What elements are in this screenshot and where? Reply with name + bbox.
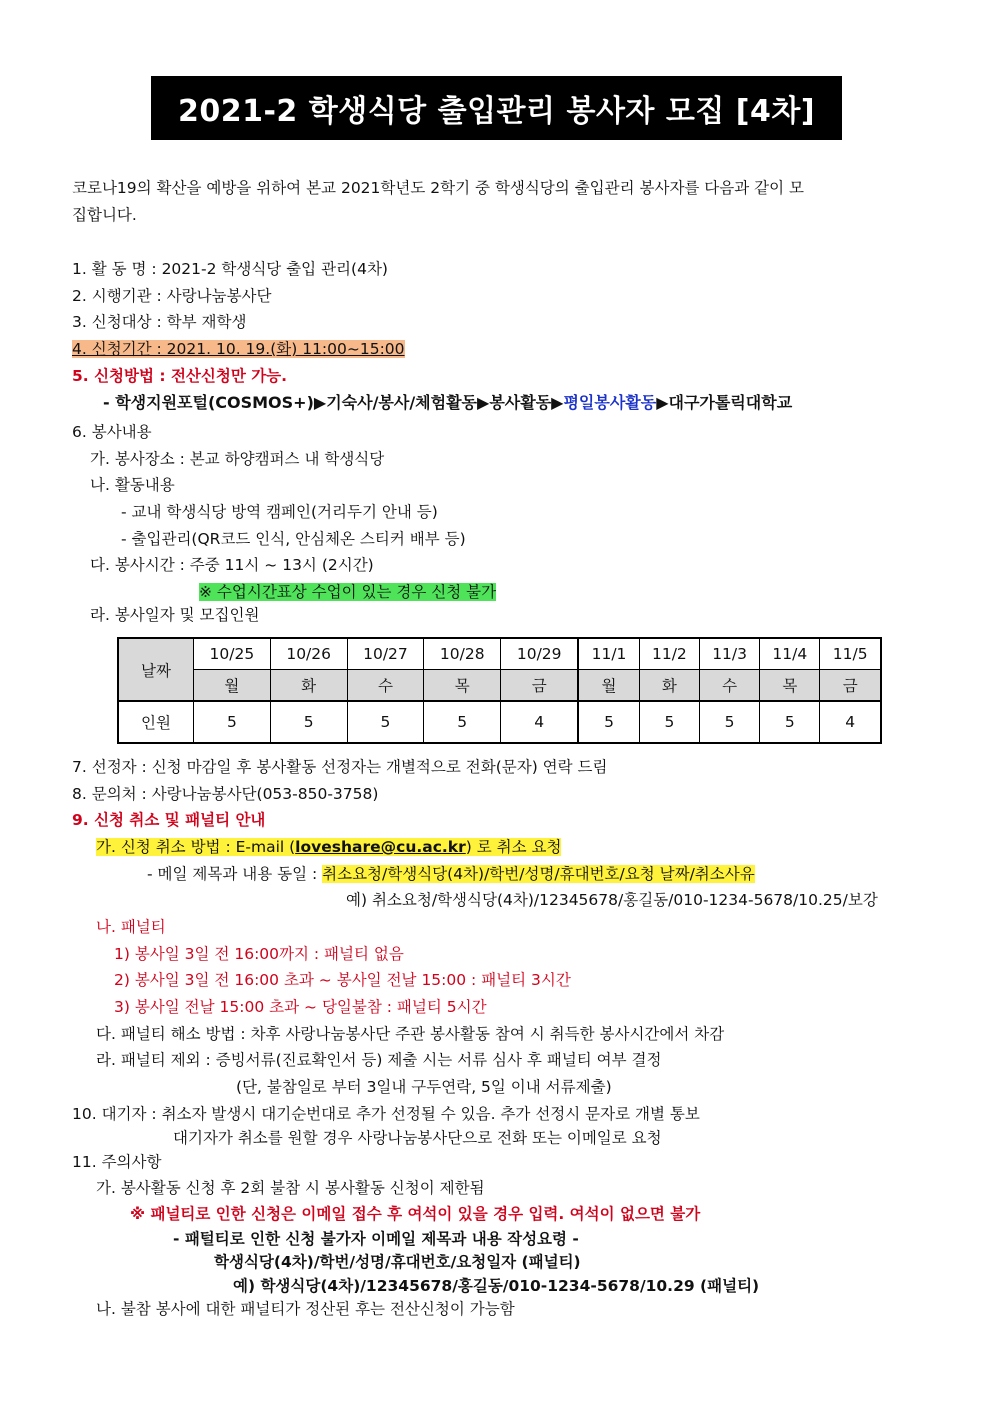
item-contact: 8. 문의처 : 사랑나눔봉사단(053-850-3758) <box>72 785 379 803</box>
item-act-2: - 출입관리(QR코드 인식, 안심체온 스티커 배부 등) <box>121 530 466 548</box>
schedule-day: 수 <box>347 670 424 702</box>
note-format-title: - 패털티로 인한 신청 불가자 이메일 제목과 내용 작성요령 - <box>173 1230 579 1248</box>
schedule-count: 5 <box>347 701 424 743</box>
penalty-except: 라. 패널티 제외 : 증빙서류(진료확인서 등) 제출 시는 서류 심사 후 패널티 여부 결정 <box>96 1051 662 1069</box>
schedule-day: 월 <box>578 670 639 702</box>
schedule-day: 화 <box>270 670 347 702</box>
schedule-table <box>117 637 882 744</box>
penalty-title: 나. 패널티 <box>96 918 166 936</box>
mail-subject-row <box>147 864 755 884</box>
item-target: 3. 신청대상 : 학부 재학생 <box>72 313 247 331</box>
schedule-date: 11/2 <box>639 638 699 670</box>
penalty-2: 2) 봉사일 3일 전 16:00 초과 ~ 봉사일 전날 15:00 : 패널티 3시간 <box>114 971 571 989</box>
schedule-count: 5 <box>578 701 639 743</box>
schedule-day: 목 <box>760 670 820 702</box>
schedule-count: 5 <box>424 701 501 743</box>
schedule-date: 11/5 <box>820 638 881 670</box>
schedule-count: 5 <box>194 701 271 743</box>
cancel-method-prefix: 가. 신청 취소 방법 : E-mail ( <box>96 838 296 856</box>
item-time-note-row <box>199 582 496 602</box>
path-arrow: ▶ <box>551 393 564 412</box>
penalty-1: 1) 봉사일 3일 전 16:00까지 : 패널티 없음 <box>114 945 404 963</box>
schedule-count: 4 <box>501 701 579 743</box>
item-period-row <box>72 339 405 359</box>
schedule-count: 5 <box>270 701 347 743</box>
schedule-date: 11/3 <box>700 638 760 670</box>
item-act-1: - 교내 학생식당 방역 캠페인(거리두기 안내 등) <box>121 503 438 521</box>
schedule-count-header: 인원 <box>118 701 194 743</box>
note-warning: ※ 패널티로 인한 신청은 이메일 접수 후 여석이 있을 경우 입력. 여석이 없으면 불가 <box>130 1205 701 1223</box>
cancel-email-link[interactable]: loveshare@cu.ac.kr <box>295 838 466 856</box>
schedule-day: 수 <box>700 670 760 702</box>
path-university: ▶대구가톨릭대학교 <box>656 393 793 412</box>
item-cancel-title: 9. 신청 취소 및 패널티 안내 <box>72 811 266 829</box>
note-example: 예) 학생식당(4차)/12345678/홍길동/010-1234-5678/10.29 (패널티) <box>233 1277 760 1295</box>
path-volunteer: ▶봉사활동 <box>477 393 552 412</box>
intro-line-1: 코로나19의 확산을 예방을 위하여 본교 2021학년도 2학기 중 학생식당의 출입관리 봉사자를 다음과 같이 모 <box>72 179 805 197</box>
path-portal: - 학생지원포털(COSMOS+) <box>103 393 314 412</box>
schedule-date: 11/1 <box>578 638 639 670</box>
schedule-day: 금 <box>501 670 579 702</box>
schedule-date: 10/26 <box>270 638 347 670</box>
schedule-date-row <box>118 638 881 670</box>
schedule-count-row <box>118 701 881 743</box>
item-dates-label: 라. 봉사일자 및 모집인원 <box>90 606 260 624</box>
penalty-3: 3) 봉사일 전날 15:00 초과 ~ 당일불참 : 패널티 5시간 <box>114 998 487 1016</box>
page-title: 2021-2 학생식당 출입관리 봉사자 모집 [4차] <box>151 76 842 140</box>
item-content: 6. 봉사내용 <box>72 423 152 441</box>
item-activity: 1. 활 동 명 : 2021-2 학생식당 출입 관리(4차) <box>72 260 388 278</box>
penalty-clear: 다. 패널티 해소 방법 : 차후 사랑나눔봉사단 주관 봉사활동 참여 시 취득한 봉사시간에서 차감 <box>96 1025 725 1043</box>
note-2: 나. 불참 봉사에 대한 패널티가 정산된 후는 전산신청이 가능함 <box>96 1300 515 1318</box>
mail-subject-format: 취소요청/학생식당(4차)/학번/성명/휴대번호/요청 날짜/취소사유 <box>322 865 755 883</box>
penalty-except-note: (단, 불참일로 부터 3일내 구두연락, 5일 이내 서류제출) <box>236 1078 612 1096</box>
notes-title: 11. 주의사항 <box>72 1153 162 1171</box>
item-time: 다. 봉사시간 : 주중 11시 ~ 13시 (2시간) <box>90 556 374 574</box>
schedule-day: 금 <box>820 670 881 702</box>
item-org: 2. 시행기관 : 사랑나눔봉사단 <box>72 287 272 305</box>
note-1: 가. 봉사활동 신청 후 2회 불참 시 봉사활동 신청이 제한됨 <box>96 1179 485 1197</box>
schedule-count: 5 <box>700 701 760 743</box>
path-dorm: ▶기숙사/봉사/체험활동 <box>313 393 478 412</box>
schedule-count: 4 <box>820 701 881 743</box>
item-time-note: ※ 수업시간표상 수업이 있는 경우 신청 불가 <box>199 583 497 601</box>
intro-line-2: 집합니다. <box>72 206 137 224</box>
cancel-method-suffix: ) 로 취소 요청 <box>465 838 562 856</box>
schedule-date: 10/27 <box>347 638 424 670</box>
mail-example: 예) 취소요청/학생식당(4차)/12345678/홍길동/010-1234-5678/10.25/보강 <box>346 891 878 909</box>
schedule-date: 11/4 <box>760 638 820 670</box>
schedule-day: 목 <box>424 670 501 702</box>
cancel-method-row <box>96 837 561 857</box>
schedule-date: 10/28 <box>424 638 501 670</box>
item-place: 가. 봉사장소 : 본교 하양캠퍼스 내 학생식당 <box>90 450 385 468</box>
waitlist-2: 대기자가 취소를 원할 경우 사랑나눔봉사단으로 전화 또는 이메일로 요청 <box>173 1129 662 1147</box>
item-method: 5. 신청방법 : 전산신청만 가능. <box>72 367 288 385</box>
item-selected: 7. 선정자 : 신청 마감일 후 봉사활동 선정자는 개별적으로 전화(문자) 연락 드림 <box>72 758 608 776</box>
schedule-day: 월 <box>194 670 271 702</box>
schedule-date: 10/29 <box>501 638 579 670</box>
note-format: 학생식당(4차)/학번/성명/휴대번호/요청일자 (패널티) <box>214 1253 581 1271</box>
schedule-count: 5 <box>639 701 699 743</box>
schedule-date-header: 날짜 <box>118 638 194 701</box>
apply-path <box>103 393 792 413</box>
schedule-count: 5 <box>760 701 820 743</box>
schedule-day-row <box>118 670 881 702</box>
mail-subject-label: - 메일 제목과 내용 동일 : <box>147 865 323 883</box>
waitlist: 10. 대기자 : 취소자 발생시 대기순번대로 추가 선정될 수 있음. 추가 선정시 문자로 개별 통보 <box>72 1105 700 1123</box>
schedule-day: 화 <box>639 670 699 702</box>
path-weekday: 평일봉사활동 <box>563 393 657 412</box>
item-period: 4. 신청기간 : 2021. 10. 19.(화) 11:00~15:00 <box>72 340 405 358</box>
item-activities: 나. 활동내용 <box>90 476 175 494</box>
schedule-date: 10/25 <box>194 638 271 670</box>
